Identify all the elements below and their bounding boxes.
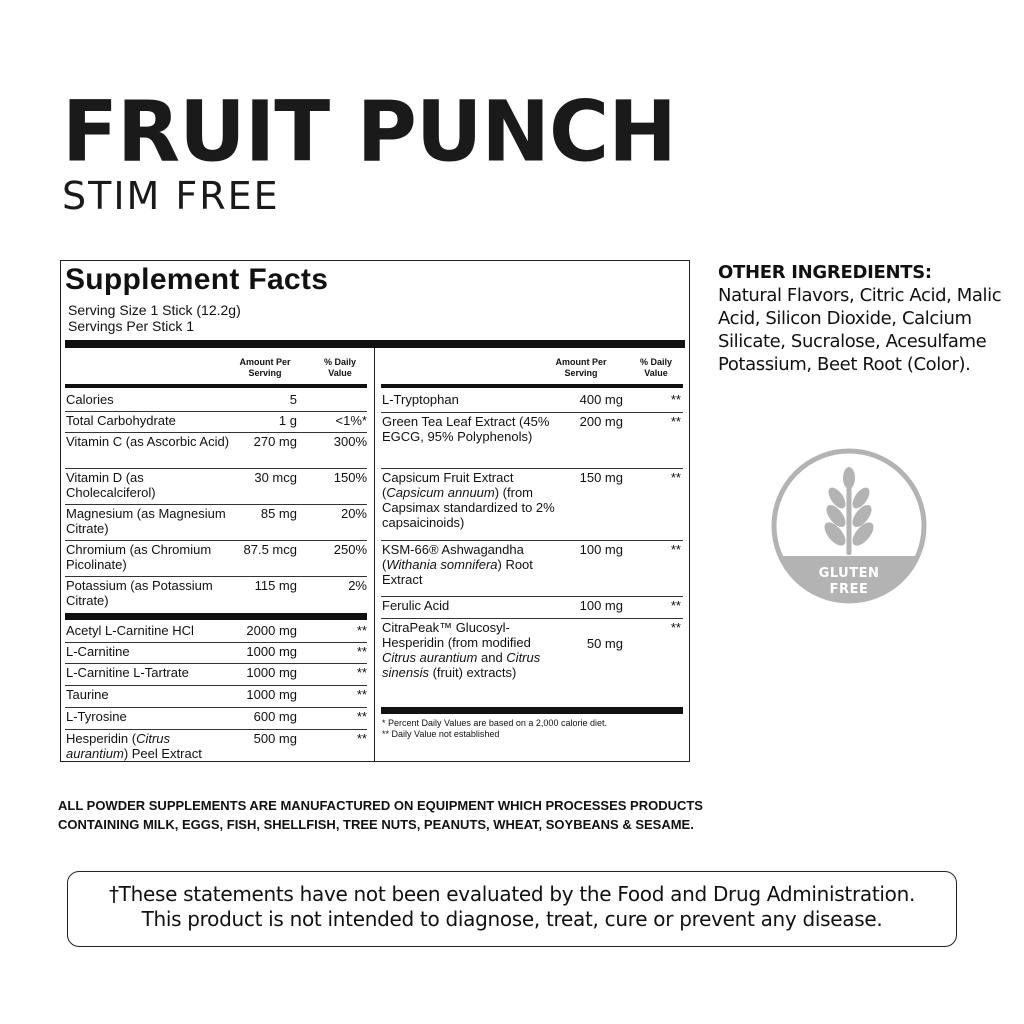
nutrient-row <box>65 730 367 764</box>
nutrient-daily-value: 250% <box>333 542 367 557</box>
badge-label-line1: GLUTEN <box>818 566 880 581</box>
nutrient-row <box>65 469 367 505</box>
nutrient-name: L-Carnitine <box>66 644 130 659</box>
servings-per: Servings Per Stick 1 <box>68 318 195 334</box>
other-ingredients <box>718 262 1018 376</box>
nutrient-name: Acetyl L-Carnitine HCl <box>66 623 194 638</box>
footnote-bar <box>381 707 683 714</box>
nutrient-row: KSM-66® Ashwagandha (Withania somnifera) Root Extract 100 mg ** <box>381 541 683 597</box>
nutrient-name: Hesperidin (Citrus aurantium) Peel Extract <box>66 731 202 761</box>
nutrient-amount: 87.5 mcg <box>243 542 297 557</box>
other-ingredients-heading: OTHER INGREDIENTS: <box>718 262 932 283</box>
nutrient-row <box>65 664 367 686</box>
nutrient-name: L-Carnitine L-Tartrate <box>66 665 189 680</box>
facts-title: Supplement Facts <box>65 263 329 296</box>
nutrient-row <box>65 622 367 643</box>
allergen-statement: ALL POWDER SUPPLEMENTS ARE MANUFACTURED ON EQUIPMENT WHICH PROCESSES PRODUCTS CONTAINING MILK, EGGS, FISH, SHELLFISH, TREE NUTS, PEANUTS, WHEAT, SOYBEANS & SESAME. <box>58 798 703 832</box>
header-bar <box>381 384 683 388</box>
header-amount: Amount Per Serving <box>555 357 607 378</box>
nutrient-amount: 1000 mg <box>246 687 297 702</box>
header-bar <box>65 384 367 388</box>
nutrient-row <box>65 505 367 541</box>
gluten-free-badge <box>771 448 927 604</box>
nutrient-amount: 85 mg <box>260 506 297 521</box>
nutrient-row: Green Tea Leaf Extract (45% EGCG, 95% Polyphenols) 200 mg ** <box>381 413 683 469</box>
nutrient-amount: 600 mg <box>253 709 297 724</box>
nutrient-name: Taurine <box>66 687 109 702</box>
serving-size: Serving Size 1 Stick (12.2g) <box>68 302 241 318</box>
nutrient-amount: 1000 mg <box>246 644 297 659</box>
column-header <box>65 348 367 384</box>
nutrient-amount: 1000 mg <box>246 665 297 680</box>
serving-info <box>68 302 241 334</box>
nutrient-row <box>65 577 367 611</box>
nutrient-row <box>65 412 367 433</box>
nutrient-row: Capsicum Fruit Extract (Capsicum annuum) (from Capsimax standardized to 2% capsaicinoids) 150 mg ** <box>381 469 683 541</box>
nutrient-row: L-Tryptophan 400 mg ** <box>381 391 683 413</box>
nutrient-daily-value: 300% <box>333 434 367 449</box>
nutrient-amount: 270 mg <box>253 434 297 449</box>
other-ingredients-text: Natural Flavors, Citric Acid, Malic Acid, Silicon Dioxide, Calcium Silicate, Sucralose, Acesulfame Potassium, Beet Root (Color). <box>718 285 1002 375</box>
nutrient-daily-value: ** <box>356 665 367 680</box>
nutrient-row <box>65 708 367 730</box>
nutrient-name: Vitamin C (as Ascorbic Acid) <box>66 434 230 449</box>
nutrient-amount: 5 <box>289 392 297 407</box>
nutrient-name: Calories <box>66 392 114 407</box>
header-daily-value: % Daily Value <box>639 357 672 378</box>
nutrient-daily-value: ** <box>356 687 367 702</box>
fda-disclaimer: †These statements have not been evaluated by the Food and Drug Administration. This product is not intended to diagnose, treat, cure or prevent any disease. <box>67 871 957 947</box>
nutrient-daily-value: 20% <box>340 506 367 521</box>
nutrient-row <box>65 686 367 708</box>
nutrient-name: Vitamin D (as Cholecalciferol) <box>66 470 156 500</box>
nutrient-amount: 2000 mg <box>246 623 297 638</box>
nutrient-amount: 115 mg <box>254 578 297 593</box>
nutrient-daily-value: <1%* <box>335 413 367 428</box>
supplement-facts-panel <box>60 260 690 762</box>
nutrient-row <box>65 391 367 412</box>
footnotes: * Percent Daily Values are based on a 2,000 calorie diet. ** Daily Value not established <box>382 718 607 739</box>
nutrient-daily-value: ** <box>356 731 367 746</box>
column-divider <box>374 348 375 762</box>
nutrient-daily-value: ** <box>356 709 367 724</box>
section-bar <box>65 613 367 620</box>
facts-right-column <box>381 348 683 740</box>
nutrient-name: Total Carbohydrate <box>66 413 176 428</box>
header-amount: Amount Per Serving <box>239 357 291 378</box>
nutrient-daily-value: 2% <box>348 578 367 593</box>
nutrient-daily-value: ** <box>356 623 367 638</box>
nutrient-name: Chromium (as Chromium Picolinate) <box>66 542 212 572</box>
header-daily-value: % Daily Value <box>323 357 356 378</box>
nutrient-daily-value: 150% <box>333 470 367 485</box>
nutrient-amount: 30 mcg <box>254 470 297 485</box>
nutrient-row: CitraPeak™ Glucosyl-Hesperidin (from modified Citrus aurantium and Citrus sinensis (fruit) extracts) 50 mg ** <box>382 620 681 680</box>
product-subtitle: STIM FREE <box>62 174 280 218</box>
badge-label-line2: FREE <box>829 582 869 597</box>
nutrient-row <box>65 541 367 577</box>
nutrient-amount: 1 g <box>278 413 297 428</box>
column-header <box>381 348 683 384</box>
nutrient-amount: 500 mg <box>253 731 297 746</box>
facts-left-column <box>65 348 367 764</box>
nutrient-daily-value: ** <box>356 644 367 659</box>
nutrient-row <box>65 433 367 469</box>
product-title: FRUIT PUNCH <box>62 84 676 181</box>
nutrient-row <box>65 643 367 664</box>
nutrient-row: Ferulic Acid 100 mg ** <box>381 597 683 619</box>
nutrient-name: Magnesium (as Magnesium Citrate) <box>66 506 226 536</box>
facts-divider-bar <box>65 340 685 348</box>
nutrient-name: Potassium (as Potassium Citrate) <box>66 578 213 608</box>
nutrient-name: L-Tyrosine <box>66 709 127 724</box>
